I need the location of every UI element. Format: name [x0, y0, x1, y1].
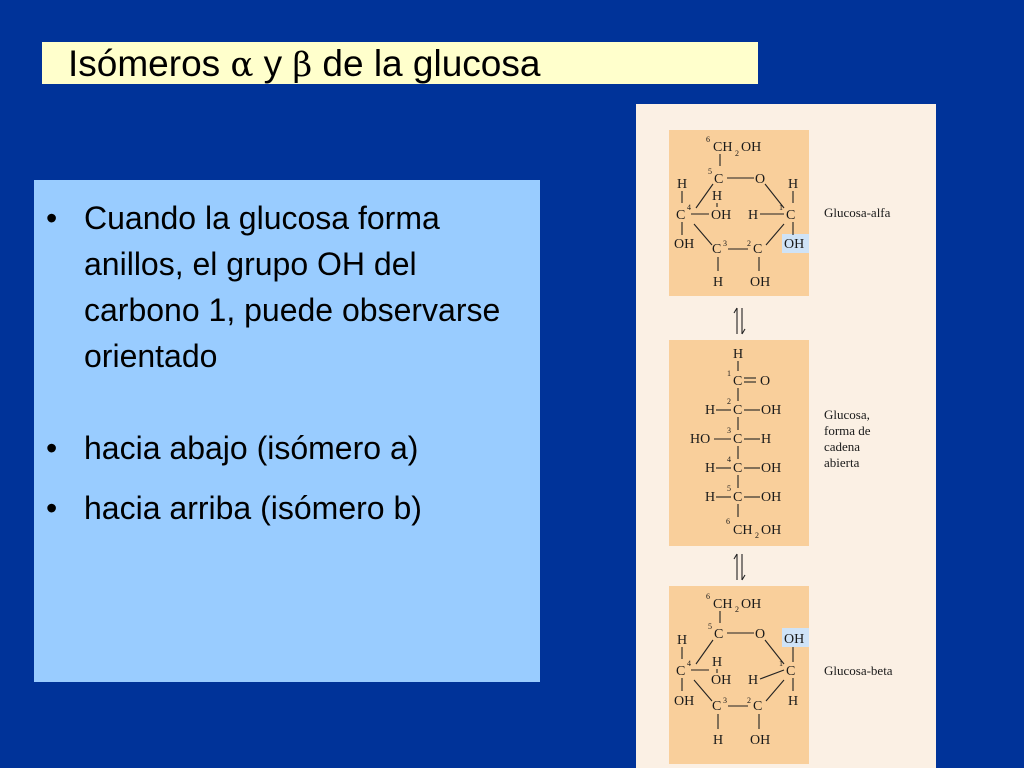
svg-text:C: C [714, 627, 724, 642]
beta-glucose-structure [669, 586, 809, 764]
label-open-chain-3: cadena [824, 439, 861, 454]
bullet-icon: • [46, 490, 58, 526]
svg-text:2: 2 [755, 531, 759, 540]
svg-text:2: 2 [735, 605, 739, 614]
svg-text:H: H [677, 633, 688, 648]
svg-text:H: H [705, 490, 716, 505]
svg-text:C: C [733, 461, 743, 476]
svg-text:C: C [712, 699, 722, 714]
svg-text:OH: OH [784, 237, 805, 252]
svg-text:5: 5 [708, 622, 712, 631]
svg-text:C: C [676, 664, 686, 679]
svg-text:H: H [705, 461, 716, 476]
svg-text:C: C [733, 432, 743, 447]
bullet-icon: • [46, 200, 58, 236]
svg-text:HO: HO [690, 432, 711, 447]
svg-text:4: 4 [687, 659, 691, 668]
svg-text:C: C [786, 208, 796, 223]
svg-text:OH: OH [750, 275, 771, 290]
svg-text:C: C [753, 699, 763, 714]
svg-text:6: 6 [706, 135, 710, 144]
svg-text:O: O [755, 627, 766, 642]
label-open-chain-1: Glucosa, [824, 407, 870, 422]
svg-text:C: C [733, 490, 743, 505]
svg-text:O: O [755, 172, 766, 187]
svg-text:1: 1 [727, 369, 731, 378]
svg-text:H: H [788, 694, 799, 709]
svg-text:2: 2 [747, 239, 751, 248]
label-beta-glucose: Glucosa-beta [824, 663, 893, 678]
svg-text:1: 1 [779, 659, 783, 668]
open-chain-glucose-structure [669, 340, 809, 546]
svg-text:C: C [753, 242, 763, 257]
label-alpha-glucose: Glucosa-alfa [824, 205, 891, 220]
alpha-symbol: α [230, 45, 254, 85]
slide-title: Isómeros α y β de la glucosa [68, 43, 541, 85]
svg-text:H: H [712, 189, 723, 204]
bullet-item-ring-explanation: • Cuando la glucosa forma anillos, el grupo OH del carbono 1, puede observarse orientado [34, 195, 540, 379]
svg-text:OH: OH [784, 632, 805, 647]
svg-text:OH: OH [761, 403, 782, 418]
svg-text:CH: CH [733, 523, 753, 538]
svg-text:H: H [705, 403, 716, 418]
svg-text:2: 2 [727, 397, 731, 406]
svg-text:OH: OH [674, 237, 695, 252]
svg-text:5: 5 [727, 484, 731, 493]
svg-text:OH: OH [750, 733, 771, 748]
svg-text:OH: OH [761, 490, 782, 505]
label-open-chain-2: forma de [824, 423, 871, 438]
bullet-item-alpha: • hacia abajo (isómero a) [34, 425, 540, 471]
svg-text:H: H [761, 432, 772, 447]
svg-text:OH: OH [741, 140, 762, 155]
svg-text:2: 2 [747, 696, 751, 705]
label-open-chain-4: abierta [824, 455, 860, 470]
svg-text:OH: OH [761, 523, 782, 538]
svg-text:6: 6 [726, 517, 730, 526]
svg-text:H: H [713, 733, 724, 748]
svg-text:C: C [676, 208, 686, 223]
svg-text:OH: OH [711, 208, 732, 223]
svg-text:2: 2 [735, 149, 739, 158]
svg-text:6: 6 [706, 592, 710, 601]
svg-text:C: C [733, 374, 743, 389]
bullet-text-box [34, 180, 540, 682]
svg-text:OH: OH [761, 461, 782, 476]
equilibrium-arrow-icon [734, 554, 745, 580]
svg-text:H: H [733, 347, 744, 362]
svg-text:H: H [713, 275, 724, 290]
svg-text:4: 4 [687, 203, 691, 212]
bullet-list [34, 195, 540, 531]
svg-text:C: C [714, 172, 724, 187]
svg-text:OH: OH [674, 694, 695, 709]
equilibrium-arrow-icon [734, 308, 745, 334]
svg-text:H: H [712, 655, 723, 670]
svg-text:O: O [760, 374, 771, 389]
svg-text:C: C [712, 242, 722, 257]
svg-text:5: 5 [708, 167, 712, 176]
svg-text:H: H [677, 177, 688, 192]
glucose-isomers-figure [636, 104, 936, 768]
beta-symbol: β [292, 45, 313, 85]
svg-text:4: 4 [727, 455, 731, 464]
svg-text:H: H [788, 177, 799, 192]
svg-text:OH: OH [741, 597, 762, 612]
svg-text:3: 3 [723, 696, 727, 705]
bullet-icon: • [46, 430, 58, 466]
svg-text:H: H [748, 208, 759, 223]
svg-text:CH: CH [713, 140, 733, 155]
svg-text:CH: CH [713, 597, 733, 612]
svg-text:C: C [733, 403, 743, 418]
svg-text:3: 3 [723, 239, 727, 248]
svg-text:1: 1 [779, 203, 783, 212]
alpha-glucose-structure [669, 130, 809, 296]
bullet-item-beta: • hacia arriba (isómero b) [34, 485, 540, 531]
svg-text:H: H [748, 673, 759, 688]
svg-text:C: C [786, 664, 796, 679]
svg-text:OH: OH [711, 673, 732, 688]
svg-text:3: 3 [727, 426, 731, 435]
